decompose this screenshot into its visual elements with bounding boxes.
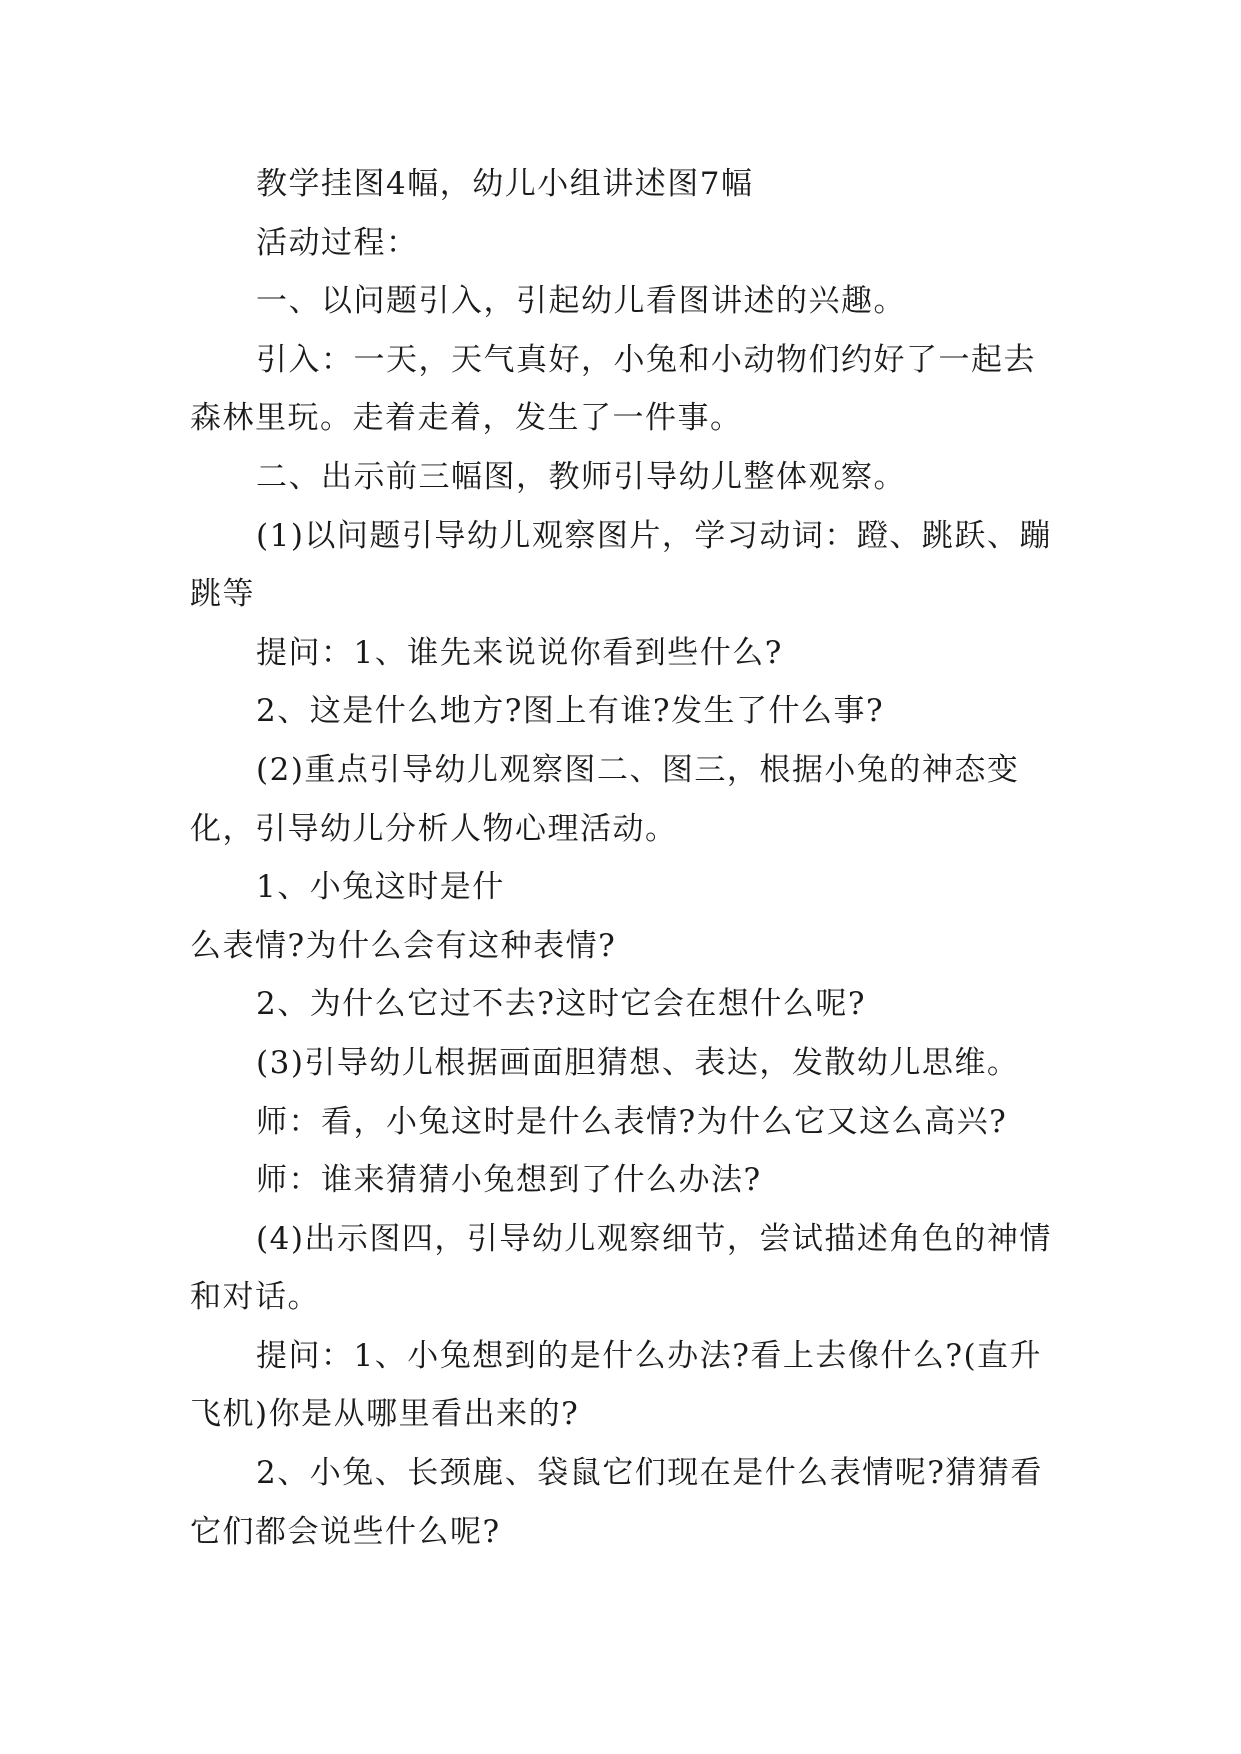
- paragraph-introduction: 引入：一天，天气真好，小兔和小动物们约好了一起去森林里玩。走着走着，发生了一件事。: [190, 341, 1036, 437]
- paragraph-step-one: 一、以问题引入，引起幼儿看图讲述的兴趣。: [256, 283, 906, 320]
- paragraph-sub-3: (3)引导幼儿根据画面胆猜想、表达，发散幼儿思维。: [256, 1044, 1020, 1081]
- paragraph-teacher-1: 师：看，小兔这时是什么表情?为什么它又这么高兴?: [256, 1103, 1008, 1140]
- paragraph-materials: 教学挂图4幅，幼儿小组讲述图7幅: [256, 166, 754, 202]
- paragraph-process-heading: 活动过程：: [256, 224, 419, 261]
- document-body: [190, 155, 1060, 1561]
- paragraph-teacher-2: 师：谁来猜猜小兔想到了什么办法?: [256, 1162, 762, 1199]
- paragraph-sub-2-q1-end: 么表情?为什么会有这种表情?: [190, 927, 617, 964]
- paragraph-step-two: 二、出示前三幅图，教师引导幼儿整体观察。: [256, 458, 906, 495]
- paragraph-question-1: 提问：1、谁先来说说你看到些什么?: [256, 634, 783, 671]
- paragraph-sub-4: (4)出示图四，引导幼儿观察细节，尝试描述角色的神情和对话。: [190, 1220, 1052, 1316]
- paragraph-sub-2-q1-start: 1、小兔这时是什: [256, 869, 505, 906]
- paragraph-sub-4-q1: 提问：1、小兔想到的是什么办法?看上去像什么?(直升飞机)你是从哪里看出来的?: [190, 1337, 1043, 1433]
- paragraph-sub-2: (2)重点引导幼儿观察图二、图三，根据小兔的神态变化，引导幼儿分析人物心理活动。: [190, 751, 1020, 847]
- paragraph-sub-2-q2: 2、为什么它过不去?这时它会在想什么呢?: [256, 986, 866, 1023]
- paragraph-sub-4-q2: 2、小兔、长颈鹿、袋鼠它们现在是什么表情呢?猜猜看它们都会说些什么呢?: [190, 1455, 1043, 1550]
- paragraph-question-2: 2、这是什么地方?图上有谁?发生了什么事?: [256, 693, 885, 730]
- paragraph-sub-1: (1)以问题引导幼儿观察图片，学习动词：蹬、跳跃、蹦跳等: [190, 517, 1052, 613]
